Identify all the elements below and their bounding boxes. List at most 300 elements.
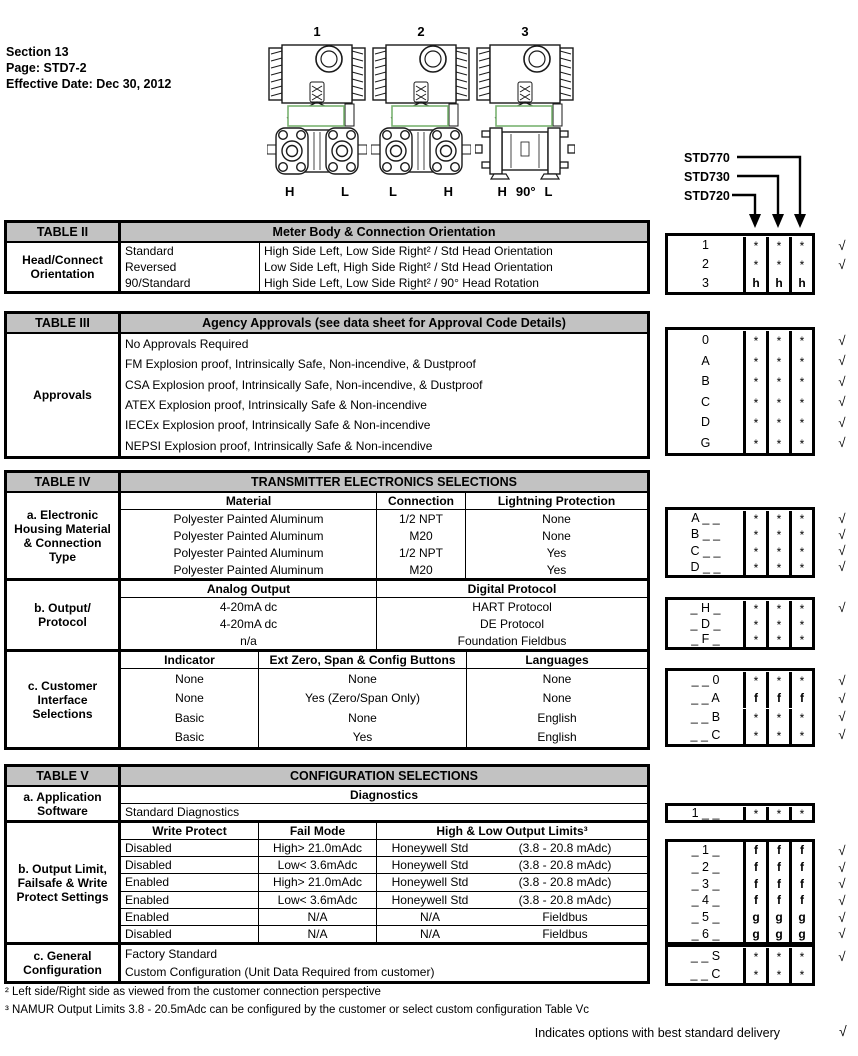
grid-cell-std720: * (743, 672, 766, 690)
fail-mode-cell: Low< 3.6mAdc (259, 892, 377, 908)
product-label-std720: STD720 (684, 189, 730, 203)
best-delivery-checkmark (827, 806, 857, 820)
grid-cell-std770: * (789, 372, 812, 393)
port-label: L (544, 184, 553, 199)
best-delivery-checkmark (827, 273, 857, 292)
lightning-cell: None (542, 511, 571, 526)
grid-row (668, 631, 812, 647)
write-protect-cell: Disabled (121, 926, 259, 942)
fail-mode-cell: High> 21.0mAdc (259, 840, 377, 856)
ext-zero-span-cell: None (259, 708, 467, 728)
connection-cell: 1/2 NPT (377, 544, 466, 561)
material-cell: Polyester Painted Aluminum (121, 561, 377, 578)
table-rows (121, 669, 647, 747)
col-header: Diagnostics (349, 788, 418, 802)
col-header: Digital Protocol (467, 582, 557, 596)
best-delivery-checkmark: √ (838, 727, 846, 743)
limits-type: N/A (419, 909, 440, 924)
best-delivery-checkmark: √ (838, 672, 846, 688)
port-label: H (443, 184, 453, 199)
grid-cell-std720: * (743, 966, 766, 984)
grid-cell-std770: * (789, 237, 812, 256)
table-iv-section-b (7, 581, 647, 652)
limits-type: N/A (419, 926, 440, 941)
selection-code: _ _ 0 (691, 673, 720, 688)
grid-cell-std730: * (766, 331, 789, 352)
grid-cell-std720: * (743, 601, 766, 617)
grid-cell-std720: * (743, 393, 766, 414)
grid-cell-std730: * (766, 544, 789, 560)
grid-cell-std720: * (743, 413, 766, 434)
table-v-header (7, 767, 647, 787)
grid-row (668, 330, 846, 351)
selection-code: D _ _ (690, 559, 721, 574)
table-row (121, 728, 647, 748)
port-label: L (341, 184, 349, 199)
table-row (121, 259, 647, 275)
grid-cell-std730: f (766, 875, 789, 892)
best-delivery-checkmark: √ (838, 600, 846, 616)
analog-output-cell: 4-20mA dc (121, 598, 377, 615)
col-header: Languages (525, 653, 589, 667)
column-headers (121, 652, 647, 669)
table-row (121, 708, 647, 728)
grid-cell-std720: * (743, 560, 766, 576)
grid-cell-std730: f (766, 689, 789, 707)
grid-row (668, 273, 812, 292)
orientation-description: High Side Left, Low Side Right² / Std Head Orientation (264, 244, 553, 258)
row-group-label: c. Customer Interface Selections (7, 652, 121, 747)
table-iv-header (7, 473, 647, 493)
grid-cell-std770: * (789, 560, 812, 576)
grid-cell-std730: * (766, 727, 789, 745)
grid-cell-std730: * (766, 237, 789, 256)
limits-range: (3.8 - 20.8 mAdc) (518, 892, 612, 907)
table-ii-body (7, 243, 647, 291)
ext-zero-span-cell: Yes (Zero/Span Only) (259, 689, 467, 709)
grid-cell-std720: * (743, 948, 766, 966)
table-row (121, 874, 647, 891)
grid-cell-std770: * (789, 527, 812, 543)
selection-code: 1 (702, 238, 709, 253)
port-label: H (497, 184, 507, 199)
grid-cell-std770: g (789, 909, 812, 926)
grid-cell-std730: * (766, 632, 789, 648)
digital-protocol-cell: DE Protocol (479, 616, 545, 631)
languages-cell: English (537, 730, 577, 745)
selection-code: D (700, 415, 711, 430)
row-group-label: Head/Connect Orientation (7, 243, 121, 291)
analog-output-cell: n/a (121, 632, 377, 649)
grid-cell-std770: * (789, 601, 812, 617)
table-row (121, 561, 647, 578)
table-iv (4, 470, 650, 750)
languages-cell: None (542, 691, 572, 706)
output-limits-cell (377, 892, 647, 908)
grid-cell-std720: f (743, 892, 766, 909)
indicator-cell: Basic (121, 708, 259, 728)
col-header: Write Protect (121, 823, 259, 839)
selection-grid-table-iv-a (665, 507, 846, 578)
selection-grid-table-v-a (665, 803, 815, 823)
table-row (121, 527, 647, 544)
col-header: Material (121, 493, 377, 509)
grid-cell-std770: * (789, 727, 812, 745)
grid-cell-std770: * (789, 672, 812, 690)
table-row (121, 857, 647, 874)
selection-grid-table-iv-b (665, 597, 846, 650)
best-delivery-checkmark: √ (838, 435, 846, 451)
indicator-cell: None (121, 689, 259, 709)
grid-cell-std730: f (766, 842, 789, 859)
table-row (121, 544, 647, 561)
table-iii (4, 311, 650, 459)
selection-code: _ D _ (690, 616, 721, 631)
grid-row (668, 892, 846, 909)
grid-cell-std730: * (766, 256, 789, 275)
selection-grid-table-v-b (665, 839, 846, 945)
grid-cell-std730: * (766, 352, 789, 373)
grid-cell-std730: * (766, 393, 789, 414)
column-headers (121, 493, 647, 510)
grid-row (668, 875, 846, 892)
table-row: Custom Configuration (Unit Data Required from customer) (125, 965, 435, 979)
table-label: TABLE IV (7, 473, 121, 491)
material-cell: Polyester Painted Aluminum (121, 527, 377, 544)
grid-cell-std720: * (743, 617, 766, 633)
grid-cell-std730: * (766, 966, 789, 984)
table-iii-body (7, 334, 647, 456)
grid-cell-std720: * (743, 544, 766, 560)
port-label: L (389, 184, 397, 199)
write-protect-cell: Disabled (121, 840, 259, 856)
grid-cell-std770: h (789, 273, 812, 292)
port-labels (475, 184, 575, 199)
col-header: Lightning Protection (497, 494, 616, 508)
col-header: Indicator (121, 652, 259, 668)
grid-cell-std770: f (789, 842, 812, 859)
best-delivery-checkmark: √ (838, 909, 846, 925)
best-delivery-checkmark: √ (838, 842, 846, 858)
selection-code: _ F _ (691, 632, 720, 647)
grid-cell-std770: * (789, 617, 812, 633)
selection-code: _ _ C (690, 727, 721, 742)
table-label: TABLE V (7, 767, 121, 785)
grid-cell-std770: * (789, 544, 812, 560)
table-title: Agency Approvals (see data sheet for Approval Code Details) (202, 316, 566, 330)
fail-mode-cell: N/A (259, 909, 377, 925)
selection-code: _ _ B (690, 709, 721, 724)
table-row (121, 275, 647, 291)
grid-cell-std720: h (743, 273, 766, 292)
table-row: Factory Standard (125, 947, 218, 961)
best-delivery-checkmark: √ (838, 948, 846, 964)
grid-cell-std730: * (766, 948, 789, 966)
orientation-description: High Side Left, Low Side Right² / 90° Head Rotation (264, 276, 539, 290)
best-delivery-checkmark: √ (838, 414, 846, 430)
grid-cell-std720: * (743, 352, 766, 373)
table-rows (121, 840, 647, 942)
grid-cell-std770: * (789, 256, 812, 275)
grid-cell-std720: f (743, 842, 766, 859)
grid-row (668, 433, 846, 454)
grid-row (668, 236, 846, 255)
grid-cell-std720: * (743, 807, 766, 821)
table-rows (121, 598, 647, 649)
grid-cell-std720: * (743, 256, 766, 275)
selection-code: A (701, 353, 710, 368)
table-ii-header (7, 223, 647, 243)
best-delivery-checkmark: √ (838, 926, 846, 942)
table-row (121, 632, 647, 649)
grid-row (668, 671, 846, 689)
selection-code: G (700, 435, 711, 450)
row-group-label: a. Electronic Housing Material & Connection Type (7, 493, 121, 578)
best-delivery-checkmark: √ (838, 690, 846, 706)
grid-cell-std770: f (789, 859, 812, 876)
doc-info (6, 44, 171, 92)
footnote-2: ² Left side/Right side as viewed from the customer connection perspective (5, 986, 381, 998)
grid-cell-std730: * (766, 672, 789, 690)
selection-code: _ 1 _ (691, 843, 720, 858)
grid-cell-std720: * (743, 331, 766, 352)
limits-range: (3.8 - 20.8 mAdc) (518, 858, 612, 873)
best-delivery-checkmark: √ (838, 876, 846, 892)
transmitter-drawing (267, 42, 367, 182)
port-label: H (285, 184, 295, 199)
selection-code: _ _ A (691, 691, 720, 706)
fail-mode-cell: High> 21.0mAdc (259, 874, 377, 890)
grid-row (668, 925, 846, 942)
column-headers (121, 581, 647, 598)
grid-cell-std770: f (789, 892, 812, 909)
digital-protocol-cell: Foundation Fieldbus (457, 633, 567, 648)
table-v-section-b (7, 823, 647, 945)
selection-code: _ 4 _ (691, 893, 720, 908)
grid-row (668, 726, 846, 744)
transmitter-drawing (371, 42, 471, 182)
column-headers (121, 787, 647, 804)
best-delivery-checkmark: √ (838, 256, 846, 272)
grid-cell-std730: f (766, 859, 789, 876)
grid-row (668, 859, 846, 876)
best-delivery-checkmark: √ (838, 859, 846, 875)
languages-cell: English (537, 710, 577, 725)
selection-code: _ _ C (690, 967, 721, 981)
analog-output-cell: 4-20mA dc (121, 615, 377, 632)
grid-cell-std720: * (743, 727, 766, 745)
figure-number: 1 (313, 24, 321, 39)
doc-section: Section 13 (6, 45, 69, 59)
table-row (121, 615, 647, 632)
output-limits-cell (377, 857, 647, 873)
table-rows (121, 334, 647, 456)
grid-cell-std730: * (766, 413, 789, 434)
selection-code: _ 5 _ (691, 910, 720, 925)
table-row: No Approvals Required (125, 337, 249, 352)
best-delivery-checkmark: √ (838, 373, 846, 389)
grid-cell-std730: * (766, 372, 789, 393)
grid-cell-std770: f (789, 875, 812, 892)
grid-row (668, 543, 846, 559)
grid-cell-std720: g (743, 909, 766, 926)
grid-row (668, 526, 846, 543)
table-row (121, 909, 647, 926)
grid-cell-std720: * (743, 709, 766, 727)
grid-row (668, 351, 846, 372)
best-delivery-checkmark: √ (838, 543, 846, 559)
selection-code: C (700, 394, 711, 409)
orientation-option: Standard (121, 243, 260, 259)
selection-code: _ 3 _ (691, 876, 720, 891)
col-header: Fail Mode (259, 823, 377, 839)
grid-cell-std770: * (789, 807, 812, 821)
fail-mode-cell: N/A (259, 926, 377, 942)
grid-cell-std730: * (766, 709, 789, 727)
doc-effective-date: Effective Date: Dec 30, 2012 (6, 77, 172, 91)
best-delivery-checkmark: √ (838, 892, 846, 908)
table-ii (4, 220, 650, 294)
grid-row (668, 371, 846, 392)
languages-cell: None (542, 671, 572, 686)
grid-cell-std730: * (766, 511, 789, 527)
grid-row (668, 392, 846, 413)
grid-row (668, 965, 812, 983)
selection-code: 3 (702, 275, 709, 290)
product-connector-arrows (680, 148, 815, 234)
grid-cell-std730: g (766, 909, 789, 926)
table-row (121, 892, 647, 909)
limits-range: (3.8 - 20.8 mAdc) (518, 875, 612, 890)
table-row (121, 689, 647, 709)
product-label-std770: STD770 (684, 151, 730, 165)
selection-code: A _ _ (691, 511, 720, 526)
grid-cell-std770: * (789, 331, 812, 352)
selection-code: B (701, 374, 710, 389)
table-label: TABLE II (7, 223, 121, 241)
table-row: CSA Explosion proof, Intrinsically Safe, Non-incendive, & Dustproof (125, 377, 483, 392)
table-row: Standard Diagnostics (125, 805, 240, 819)
grid-cell-std720: * (743, 434, 766, 455)
col-header: Analog Output (121, 581, 377, 597)
best-delivery-checkmark: √ (838, 559, 846, 575)
col-header: Connection (377, 493, 466, 509)
grid-cell-std730: * (766, 617, 789, 633)
grid-cell-std720: g (743, 925, 766, 942)
grid-cell-std770: * (789, 511, 812, 527)
connection-cell: 1/2 NPT (377, 510, 466, 527)
table-row: FM Explosion proof, Intrinsically Safe, Non-incendive, & Dustproof (125, 357, 476, 372)
lightning-cell: Yes (546, 545, 567, 560)
grid-cell-std720: * (743, 511, 766, 527)
best-delivery-checkmark: √ (838, 237, 846, 253)
selection-code: 1 _ _ (691, 806, 720, 820)
best-delivery-checkmark: √ (838, 394, 846, 410)
selection-code: _ _ S (690, 949, 721, 963)
table-rows (121, 945, 647, 981)
table-row (121, 510, 647, 527)
grid-row (668, 806, 812, 820)
figure-number: 2 (417, 24, 425, 39)
transmitter-figure-2 (371, 24, 471, 199)
grid-cell-std720: * (743, 372, 766, 393)
grid-cell-std730: * (766, 807, 789, 821)
material-cell: Polyester Painted Aluminum (121, 544, 377, 561)
grid-cell-std720: f (743, 875, 766, 892)
table-row (121, 840, 647, 857)
grid-cell-std720: f (743, 689, 766, 707)
grid-row (668, 412, 846, 433)
grid-cell-std730: g (766, 925, 789, 942)
output-limits-cell (377, 926, 647, 942)
limits-range: Fieldbus (542, 909, 588, 924)
grid-cell-std770: * (789, 948, 812, 966)
best-delivery-checkmark: √ (838, 526, 846, 542)
grid-row (668, 600, 846, 616)
grid-row (668, 708, 846, 726)
grid-row (668, 559, 846, 575)
grid-cell-std770: * (789, 632, 812, 648)
orientation-option: Reversed (121, 259, 260, 275)
limits-type: Honeywell Std (391, 892, 469, 907)
selection-grid-table-v-c (665, 944, 846, 986)
grid-cell-std730: * (766, 601, 789, 617)
connection-cell: M20 (377, 561, 466, 578)
table-rows (121, 804, 647, 820)
best-delivery-checkmark: √ (838, 353, 846, 369)
grid-cell-std770: * (789, 709, 812, 727)
output-limits-cell (377, 909, 647, 925)
grid-row (668, 255, 846, 274)
orientation-option: 90/Standard (121, 275, 260, 291)
selection-code: _ H _ (690, 600, 721, 615)
limits-type: Honeywell Std (391, 858, 469, 873)
grid-cell-std720: f (743, 859, 766, 876)
table-iv-section-a (7, 493, 647, 581)
grid-cell-std730: * (766, 560, 789, 576)
best-delivery-checkmark (827, 616, 857, 632)
table-iv-section-c (7, 652, 647, 747)
lightning-cell: None (542, 528, 571, 543)
port-label: 90° (515, 184, 536, 199)
row-group-label: b. Output/ Protocol (7, 581, 121, 649)
grid-cell-std770: * (789, 966, 812, 984)
table-label: TABLE III (7, 314, 121, 332)
selection-grid-table-iii (665, 327, 846, 456)
limits-type: Honeywell Std (391, 875, 469, 890)
fail-mode-cell: Low< 3.6mAdc (259, 857, 377, 873)
grid-cell-std730: f (766, 892, 789, 909)
limits-type: Honeywell Std (391, 841, 469, 856)
orientation-description: Low Side Left, High Side Right² / Std Head Orientation (264, 260, 553, 274)
transmitter-drawing (475, 42, 575, 182)
port-labels (371, 184, 471, 199)
limits-range: (3.8 - 20.8 mAdc) (518, 841, 612, 856)
table-row: IECEx Explosion proof, Intrinsically Safe & Non-incendive (125, 418, 431, 433)
grid-row (668, 616, 812, 632)
write-protect-cell: Enabled (121, 909, 259, 925)
table-rows (121, 510, 647, 578)
table-row: NEPSI Explosion proof, Intrinsically Safe & Non-incendive (125, 438, 433, 453)
grid-row (668, 689, 846, 707)
connection-cell: M20 (377, 527, 466, 544)
table-rows (121, 243, 647, 291)
write-protect-cell: Disabled (121, 857, 259, 873)
grid-cell-std730: * (766, 527, 789, 543)
table-iii-header (7, 314, 647, 334)
selection-code: _ 6 _ (691, 926, 720, 941)
grid-cell-std730: h (766, 273, 789, 292)
